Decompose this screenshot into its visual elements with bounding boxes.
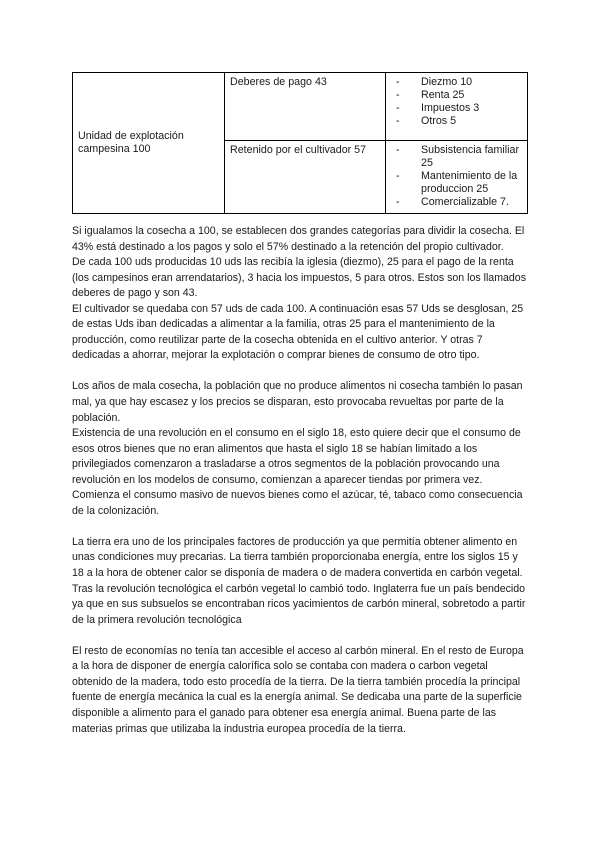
unit-cell: Unidad de explotación campesina 100 — [73, 73, 225, 214]
list-item: - Diezmo 10 — [396, 76, 522, 89]
item-list — [396, 144, 522, 209]
paragraph: Los años de mala cosecha, la población que no produce alimentos ni cosecha también lo pasan mal, ya que hay escasez y los precios se disparan, esto provocaba revueltas por parte de la población. — [72, 380, 523, 424]
table-row — [73, 73, 528, 141]
paragraph: De cada 100 uds producidas 10 uds las recibía la iglesia (diezmo), 25 para el pago de la renta (los campesinos eran arrendatarios), 3 hacia los impuestos, 5 para otros. Estos son los llamados deberes de pago y son 43. — [72, 256, 526, 300]
production-table — [72, 72, 528, 214]
paragraph: El resto de economías no tenía tan accesible el acceso al carbón mineral. En el resto de Europa a la hora de disponer de energía calorífica solo se contaba con madera o carbon vegetal obtenido de la madera, todo esto procedía de la tierra. De la tierra también procedía la principal fuente de energía mecánica la cual es la energía animal. Se dedicaba una parte de la superficie disponible a alimento para el ganado para obtener esa energía animal. Buena parte de las materias primas que utilizaba la industria europea procedía de la tierra. — [72, 644, 524, 735]
category-header-cell: Retenido por el cultivador 57 — [225, 141, 386, 214]
list-item: - Mantenimiento de la produccion 25 — [396, 170, 522, 196]
body-text — [72, 224, 530, 737]
list-item: - Impuestos 3 — [396, 102, 522, 115]
paragraph: La tierra era uno de los principales factores de producción ya que permitía obtener alimento en unas condiciones muy precarias. La tierra también proporcionaba energía, entre los siglos 15 y 18 a la hora de obtener calor se disponía de madera o de madera convertida en carbón vegetal. Tras la revolución tecnológica el carbón vegetal lo cambió todo. Inglaterra fue un país bendecido ya que en sus subsuelos se encontraban ricos yacimientos de carbón mineral, sobretodo a partir de la primera revolución tecnológica — [72, 535, 526, 626]
item-list — [396, 76, 522, 128]
category-items-cell — [386, 141, 528, 214]
list-item: - Renta 25 — [396, 89, 522, 102]
category-items-cell — [386, 73, 528, 141]
paragraph: Existencia de una revolución en el consumo en el siglo 18, esto quiere decir que el consumo de esos otros bienes que no eran alimentos que hasta el siglo 18 se habían limitado a los privilegiados comenzaron a trasladarse a otros segmentos de la población provocando una revolución en los modelos de consumo, comienzan a aparecer tiendas por primera vez. Comienza el consumo masivo de nuevos bienes como el azúcar, té, tabaco como consecuencia de la colonización. — [72, 427, 523, 517]
paragraph: Si igualamos la cosecha a 100, se establecen dos grandes categorías para dividir la cosecha. El 43% está destinado a los pagos y solo el 57% destinado a la retención del propio cultivador. — [72, 225, 525, 253]
list-item: - Comercializable 7. — [396, 196, 522, 209]
category-header-cell: Deberes de pago 43 — [225, 73, 386, 141]
list-item: - Otros 5 — [396, 115, 522, 128]
paragraph: El cultivador se quedaba con 57 uds de cada 100. A continuación esas 57 Uds se desglosan, 25 de estas Uds iban dedicadas a alimentar a la familia, otras 25 para el mantenimiento de la producción, como reutilizar parte de la cosecha obtenida en el cultivo anterior. Y otras 7 dedicadas a ahorrar, mejorar la explotación o comprar bienes de consumo de otro tipo. — [72, 302, 524, 362]
list-item: - Subsistencia familiar 25 — [396, 144, 522, 170]
